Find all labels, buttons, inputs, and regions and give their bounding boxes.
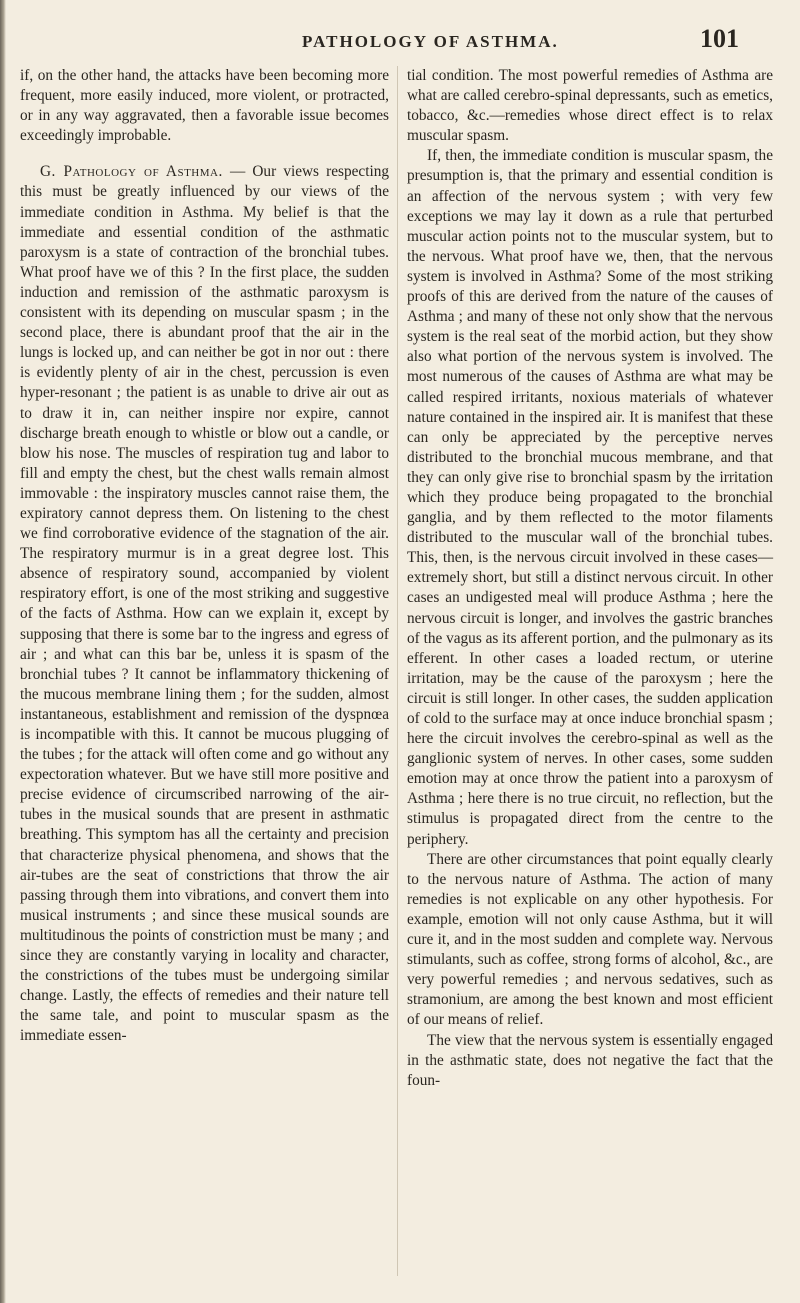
running-head: PATHOLOGY OF ASTHMA. xyxy=(302,32,559,51)
page-number: 101 xyxy=(700,24,739,53)
right-column xyxy=(407,66,773,1091)
paragraph: The view that the nervous system is essentially engaged in the asthmatic state, does not negative the fact that the foun- xyxy=(407,1031,773,1089)
paragraph: There are other circumstances that point equally clearly to the nervous nature of Asthma. The action of many remedies is not explicable on any other hypothesis. For example, emotion will not only cause Asthma, but it will cure it, and in the most sudden and complete way. Nervous stimulants, such as coffee, strong forms of alcohol, &c., are very powerful remedies ; and nervous sedatives, such as stramonium, are among the best known and most efficient of our means of relief. xyxy=(407,850,773,1029)
left-column xyxy=(20,66,389,1047)
paragraph: If, then, the immediate condition is muscular spasm, the presumption is, that the primary and essential condition is an affection of the nervous system ; with very few exceptions we may lay it down as a rule that perturbed muscular action points not to the muscular system, but to the nervous. What proof have we, then, that the nervous system is involved in Asthma? Some of the most striking proofs of this are derived from the nature of the causes of Asthma ; and many of these not only show that the nervous system is the real seat of the morbid action, but they show also what portion of the nervous system is involved. The most numerous of the causes of Asthma are what may be called respired irritants, noxious materials of whatever nature contained in the inspired air. It is manifest that these can only be appreciated by the perceptive nerves distributed to the bronchial mucous membrane, and that they can only give rise to bronchial spasm by the irritation which they produce being propagated to the bronchial ganglia, and by them reflected to the motor filaments distributed to the muscular wall of the bronchial tubes. This, then, is the nervous circuit involved in these cases—extremely short, but still a distinct nervous circuit. In other cases an undigested meal will produce Asthma ; here the nervous circuit is longer, and involves the gastric branches of the vagus as its afferent portion, and the pulmonary as its efferent. In other cases a loaded rectum, or uterine irritation, may be the cause of the paroxysm ; here the circuit is still longer. In other cases, the sudden application of cold to the surface may at once induce bronchial spasm ; here the circuit involves the cerebro-spinal as well as the ganglionic system of nerves. In other cases, some sudden emotion may at once throw the patient into a paroxysm of Asthma ; here there is no true circuit, no reflection, but the stimulus is propagated direct from the centre to the periphery. xyxy=(407,147,773,848)
paragraph: if, on the other hand, the attacks have been becoming more frequent, more easily induced, more violent, or protracted, or in any way aggravated, then a favorable issue becomes exceedingly improbable. xyxy=(20,67,389,145)
page-binding-shadow xyxy=(0,0,6,1303)
section-paragraph xyxy=(20,162,389,1046)
paragraph: tial condition. The most powerful remedies of Asthma are what are called cerebro-spinal depressants, such as emetics, tobacco, &c.—remedies whose direct effect is to relax muscular spasm. xyxy=(407,67,773,145)
column-divider xyxy=(397,66,398,1276)
page-header xyxy=(0,24,800,60)
section-heading: G. Pathology of Asthma. xyxy=(40,163,223,181)
paragraph-text: — Our views respecting this must be greatly influenced by our views of the immediate condition in Asthma. My belief is that the immediate and essential condition of the asthmatic paroxysm is a state of contraction of the bronchial tubes. What proof have we of this ? In the first place, the sudden induction and remission of the asthmatic paroxysm is consistent with its depending on muscular spasm ; in the second place, there is abundant proof that the air in the lungs is locked up, and can neither be got in nor out : there is evidently plenty of air in the chest, percussion is even hyper-resonant ; the patient is as unable to drive air out as to draw it in, can neither inspire nor expire, cannot discharge breath enough to whistle or blow out a candle, or blow his nose. The muscles of respiration tug and labor to fill and empty the chest, but the chest walls remain almost immovable : the inspiratory muscles cannot raise them, the expiratory cannot depress them. On listening to the chest we find corroborative evidence of the stagnation of the air. The respiratory murmur is in a great degree lost. This absence of respiratory sound, accompanied by violent respiratory effort, is one of the most striking and suggestive of the facts of Asthma. How can we explain it, except by supposing that there is some bar to the ingress and egress of air ; and what can this bar be, unless it is spasm of the bronchial tubes ? It cannot be inflammatory thickening of the mucous membrane lining them ; for the sudden, almost instantaneous, establishment and remission of the dyspnœa is incompatible with this. It cannot be mucous plugging of the tubes ; for the attack will often come and go without any expectoration whatever. But we have still more positive and precise evidence of circumscribed narrowing of the air-tubes in the musical sounds that are present in asthmatic breathing. This symptom has all the certainty and precision that characterize physical phenomena, and shows that the air-tubes are the seat of constrictions that throw the air passing through them into vibrations, and convert them into musical instruments ; and since these musical sounds are multitudinous the points of constriction must be many ; and since they are constantly varying in locality and character, the constrictions of the tubes must be undergoing similar change. Lastly, the effects of remedies and their nature tell the same tale, and point to muscular spasm as the immediate essen- xyxy=(20,163,390,1045)
